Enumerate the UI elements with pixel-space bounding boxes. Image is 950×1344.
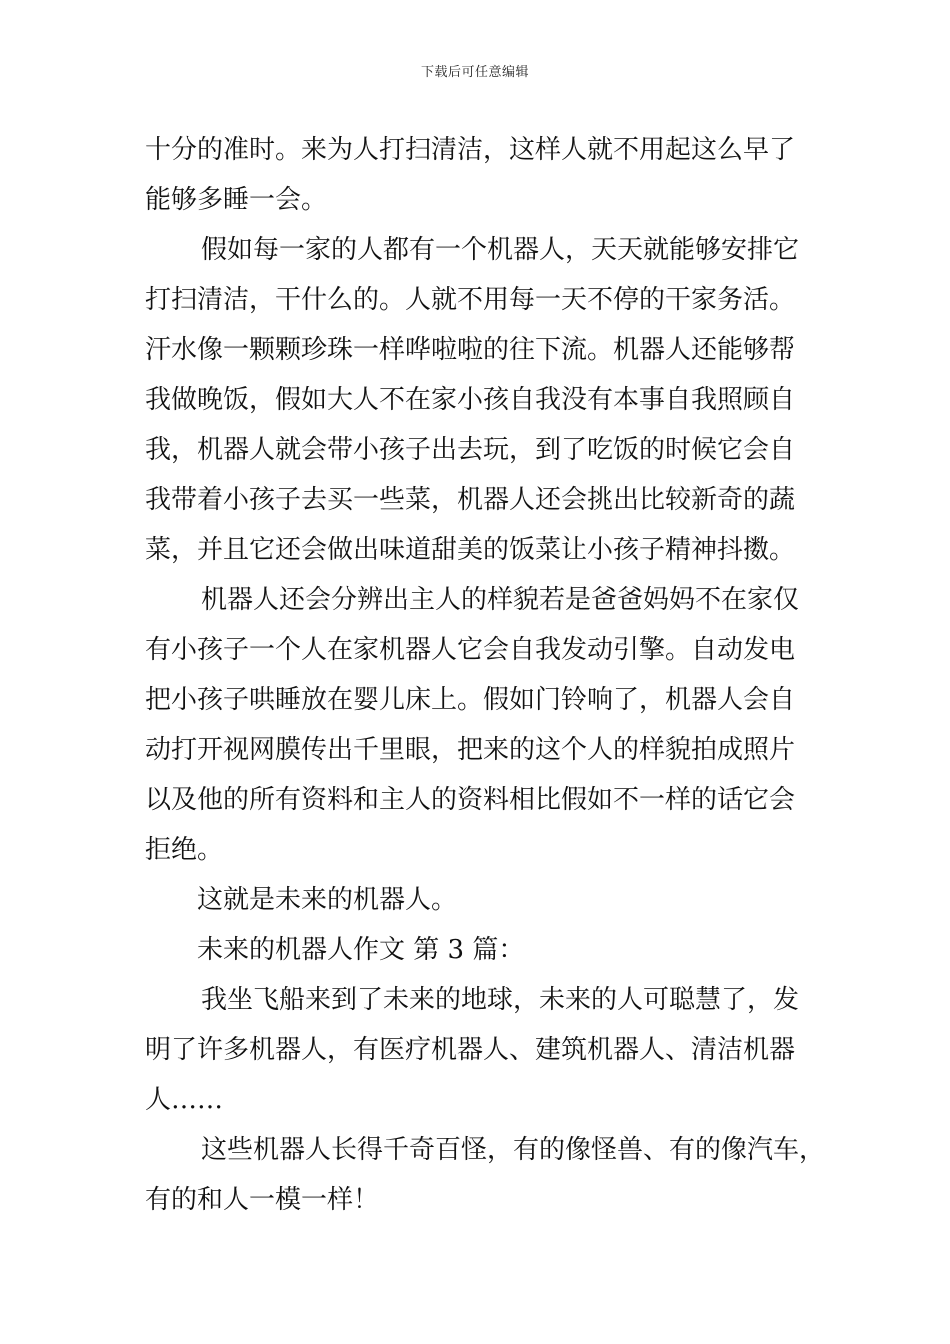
text-line: 能够多睡一会。 [145,185,328,215]
text-line: 菜，并且它还会做出味道甜美的饭菜让小孩子精神抖擞。 [145,535,796,565]
text-line: 把小孩子哄睡放在婴儿床上。假如门铃响了，机器人会自 [145,685,796,715]
text-line: 汗水像一颗颗珍珠一样哗啦啦的往下流。机器人还能够帮 [145,335,796,365]
text-line: 拒绝。 [145,835,224,865]
text-line: 我做晚饭，假如大人不在家小孩自我没有本事自我照顾自 [145,385,796,415]
paragraph-start-line: 这些机器人长得千奇百怪，有的像怪兽、有的像汽车， [201,1135,826,1165]
paragraph-start-line: 这就是未来的机器人。 [197,885,458,915]
paragraph-start-line: 机器人还会分辨出主人的样貌若是爸爸妈妈不在家仅 [201,585,800,615]
section-heading: 未来的机器人作文 第 3 篇： [197,935,525,965]
page-header-note: 下载后可任意编辑 [420,65,529,80]
text-line: 有小孩子一个人在家机器人它会自我发动引擎。自动发电 [145,635,796,665]
document-body [145,125,826,1225]
text-line: 明了许多机器人，有医疗机器人、建筑机器人、清洁机器 [145,1035,796,1065]
text-line: 人…… [145,1085,224,1115]
text-line: 我，机器人就会带小孩子出去玩，到了吃饭的时候它会自 [145,435,796,465]
text-line: 有的和人一模一样！ [145,1185,380,1215]
text-line: 以及他的所有资料和主人的资料相比假如不一样的话它会 [145,785,796,815]
text-line: 我带着小孩子去买一些菜，机器人还会挑出比较新奇的蔬 [145,485,796,515]
text-line: 打扫清洁，干什么的。人就不用每一天不停的干家务活。 [145,285,796,315]
text-line: 十分的准时。来为人打扫清洁，这样人就不用起这么早了 [145,135,796,165]
text-line: 动打开视网膜传出千里眼，把来的这个人的样貌拍成照片 [145,735,796,765]
paragraph-start-line: 假如每一家的人都有一个机器人，天天就能够安排它 [201,235,800,265]
paragraph-start-line: 我坐飞船来到了未来的地球，未来的人可聪慧了，发 [201,985,800,1015]
